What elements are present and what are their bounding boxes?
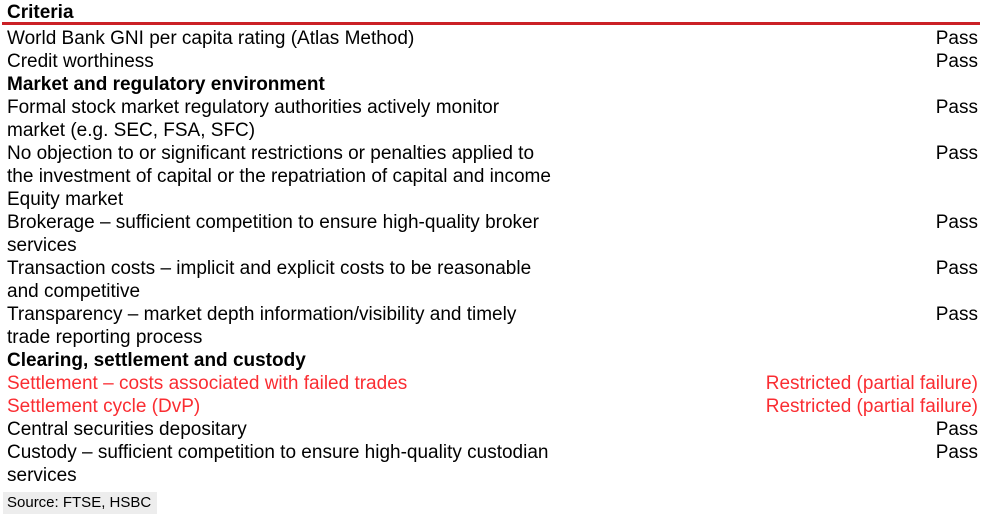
table-row bbox=[7, 418, 978, 441]
criteria-line: and competitive bbox=[7, 281, 141, 302]
status-cell: Pass bbox=[935, 258, 978, 279]
criteria-line: services bbox=[7, 465, 77, 486]
header-rule bbox=[2, 22, 980, 25]
status-cell: Pass bbox=[935, 442, 978, 463]
status-cell: Pass bbox=[935, 419, 978, 440]
criteria-cell bbox=[7, 27, 687, 50]
table-row bbox=[7, 96, 978, 142]
source-row bbox=[7, 492, 978, 514]
criteria-cell bbox=[7, 211, 687, 257]
criteria-cell bbox=[7, 73, 687, 96]
table-row bbox=[7, 142, 978, 188]
status-cell: Pass bbox=[935, 143, 978, 164]
table-row bbox=[7, 441, 978, 487]
status-cell: Pass bbox=[935, 97, 978, 118]
criteria-cell bbox=[7, 188, 687, 211]
criteria-line: the investment of capital or the repatriation of capital and income bbox=[7, 166, 551, 187]
criteria-cell bbox=[7, 303, 687, 349]
criteria-line: Formal stock market regulatory authorities actively monitor bbox=[7, 97, 500, 118]
table-row bbox=[7, 303, 978, 349]
table-row bbox=[7, 27, 978, 50]
table-body bbox=[7, 27, 978, 487]
criteria-cell bbox=[7, 349, 687, 372]
criteria-line: Market and regulatory environment bbox=[7, 74, 325, 95]
criteria-line: market (e.g. SEC, FSA, SFC) bbox=[7, 120, 256, 141]
criteria-cell bbox=[7, 96, 687, 142]
table-row bbox=[7, 395, 978, 418]
status-cell: Pass bbox=[935, 51, 978, 72]
criteria-line: trade reporting process bbox=[7, 327, 203, 348]
source-note: Source: FTSE, HSBC bbox=[3, 492, 157, 514]
criteria-line: Clearing, settlement and custody bbox=[7, 350, 306, 371]
criteria-line: Brokerage – sufficient competition to ensure high-quality broker bbox=[7, 212, 539, 233]
criteria-line: Equity market bbox=[7, 189, 124, 210]
table-row bbox=[7, 349, 978, 372]
table-row bbox=[7, 372, 978, 395]
table-row bbox=[7, 188, 978, 211]
criteria-cell bbox=[7, 142, 687, 188]
status-cell: Pass bbox=[935, 28, 978, 49]
status-cell: Pass bbox=[935, 304, 978, 325]
table-row bbox=[7, 50, 978, 73]
criteria-cell bbox=[7, 257, 687, 303]
criteria-line: Transparency – market depth information/visibility and timely bbox=[7, 304, 517, 325]
criteria-line: Transaction costs – implicit and explicit costs to be reasonable bbox=[7, 258, 532, 279]
criteria-line: World Bank GNI per capita rating (Atlas Method) bbox=[7, 28, 415, 49]
table-row bbox=[7, 73, 978, 96]
status-cell: Pass bbox=[935, 212, 978, 233]
criteria-cell bbox=[7, 395, 687, 418]
criteria-line: Custody – sufficient competition to ensure high-quality custodian bbox=[7, 442, 549, 463]
criteria-line: Settlement cycle (DvP) bbox=[7, 396, 201, 417]
table-header: Criteria bbox=[7, 2, 74, 23]
status-cell: Restricted (partial failure) bbox=[765, 373, 978, 394]
criteria-line: Settlement – costs associated with failed trades bbox=[7, 373, 408, 394]
criteria-cell bbox=[7, 441, 687, 487]
table-row bbox=[7, 211, 978, 257]
criteria-line: Central securities depositary bbox=[7, 419, 247, 440]
criteria-cell bbox=[7, 372, 687, 395]
status-cell: Restricted (partial failure) bbox=[765, 396, 978, 417]
criteria-cell bbox=[7, 418, 687, 441]
criteria-cell bbox=[7, 50, 687, 73]
criteria-line: No objection to or significant restrictions or penalties applied to bbox=[7, 143, 535, 164]
criteria-line: Credit worthiness bbox=[7, 51, 154, 72]
criteria-line: services bbox=[7, 235, 77, 256]
table-row bbox=[7, 257, 978, 303]
